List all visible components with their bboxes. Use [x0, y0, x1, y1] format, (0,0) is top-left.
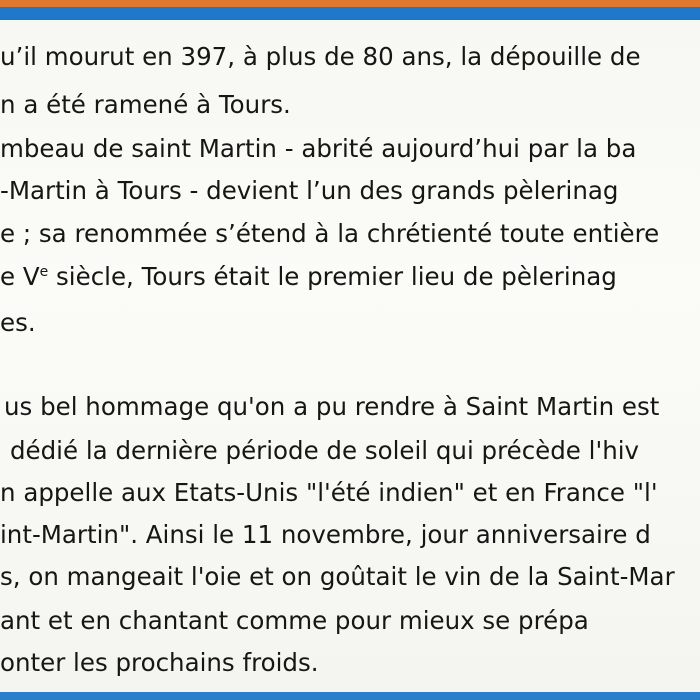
text-line: us bel hommage qu'on a pu rendre à Saint Martin est: [4, 392, 660, 421]
text-line: n a été ramené à Tours.: [0, 90, 291, 119]
text-line-with-superscript: [0, 262, 700, 292]
text-line: ant et en chantant comme pour mieux se prépa: [0, 606, 589, 635]
text-fragment: siècle, Tours était le premier lieu de pèlerinag: [56, 262, 617, 291]
text-line: onter les prochains froids.: [0, 648, 319, 677]
text-line: es.: [0, 308, 36, 337]
superscript: e: [39, 264, 49, 280]
text-line: mbeau de saint Martin - abrité aujourd’hui par la ba: [0, 134, 637, 163]
text-line: int-Martin". Ainsi le 11 novembre, jour anniversaire d: [0, 520, 651, 549]
text-line: e ; sa renommée s’étend à la chrétienté toute entière: [0, 219, 660, 248]
notice-sheet: [0, 20, 700, 692]
blue-frame-edge: [0, 692, 700, 700]
text-line: dédié la dernière période de soleil qui précède l'hiv: [10, 436, 640, 465]
text-line: n appelle aux Etats-Unis "l'été indien" et en France "l': [0, 478, 658, 507]
orange-frame-edge: [0, 0, 700, 7]
text-fragment: e V: [0, 262, 40, 291]
text-line: -Martin à Tours - devient l’un des grands pèlerinag: [0, 176, 619, 205]
text-line: s, on mangeait l'oie et on goûtait le vin de la Saint-Mar: [0, 562, 675, 591]
text-line: u’il mourut en 397, à plus de 80 ans, la dépouille de: [0, 42, 641, 71]
